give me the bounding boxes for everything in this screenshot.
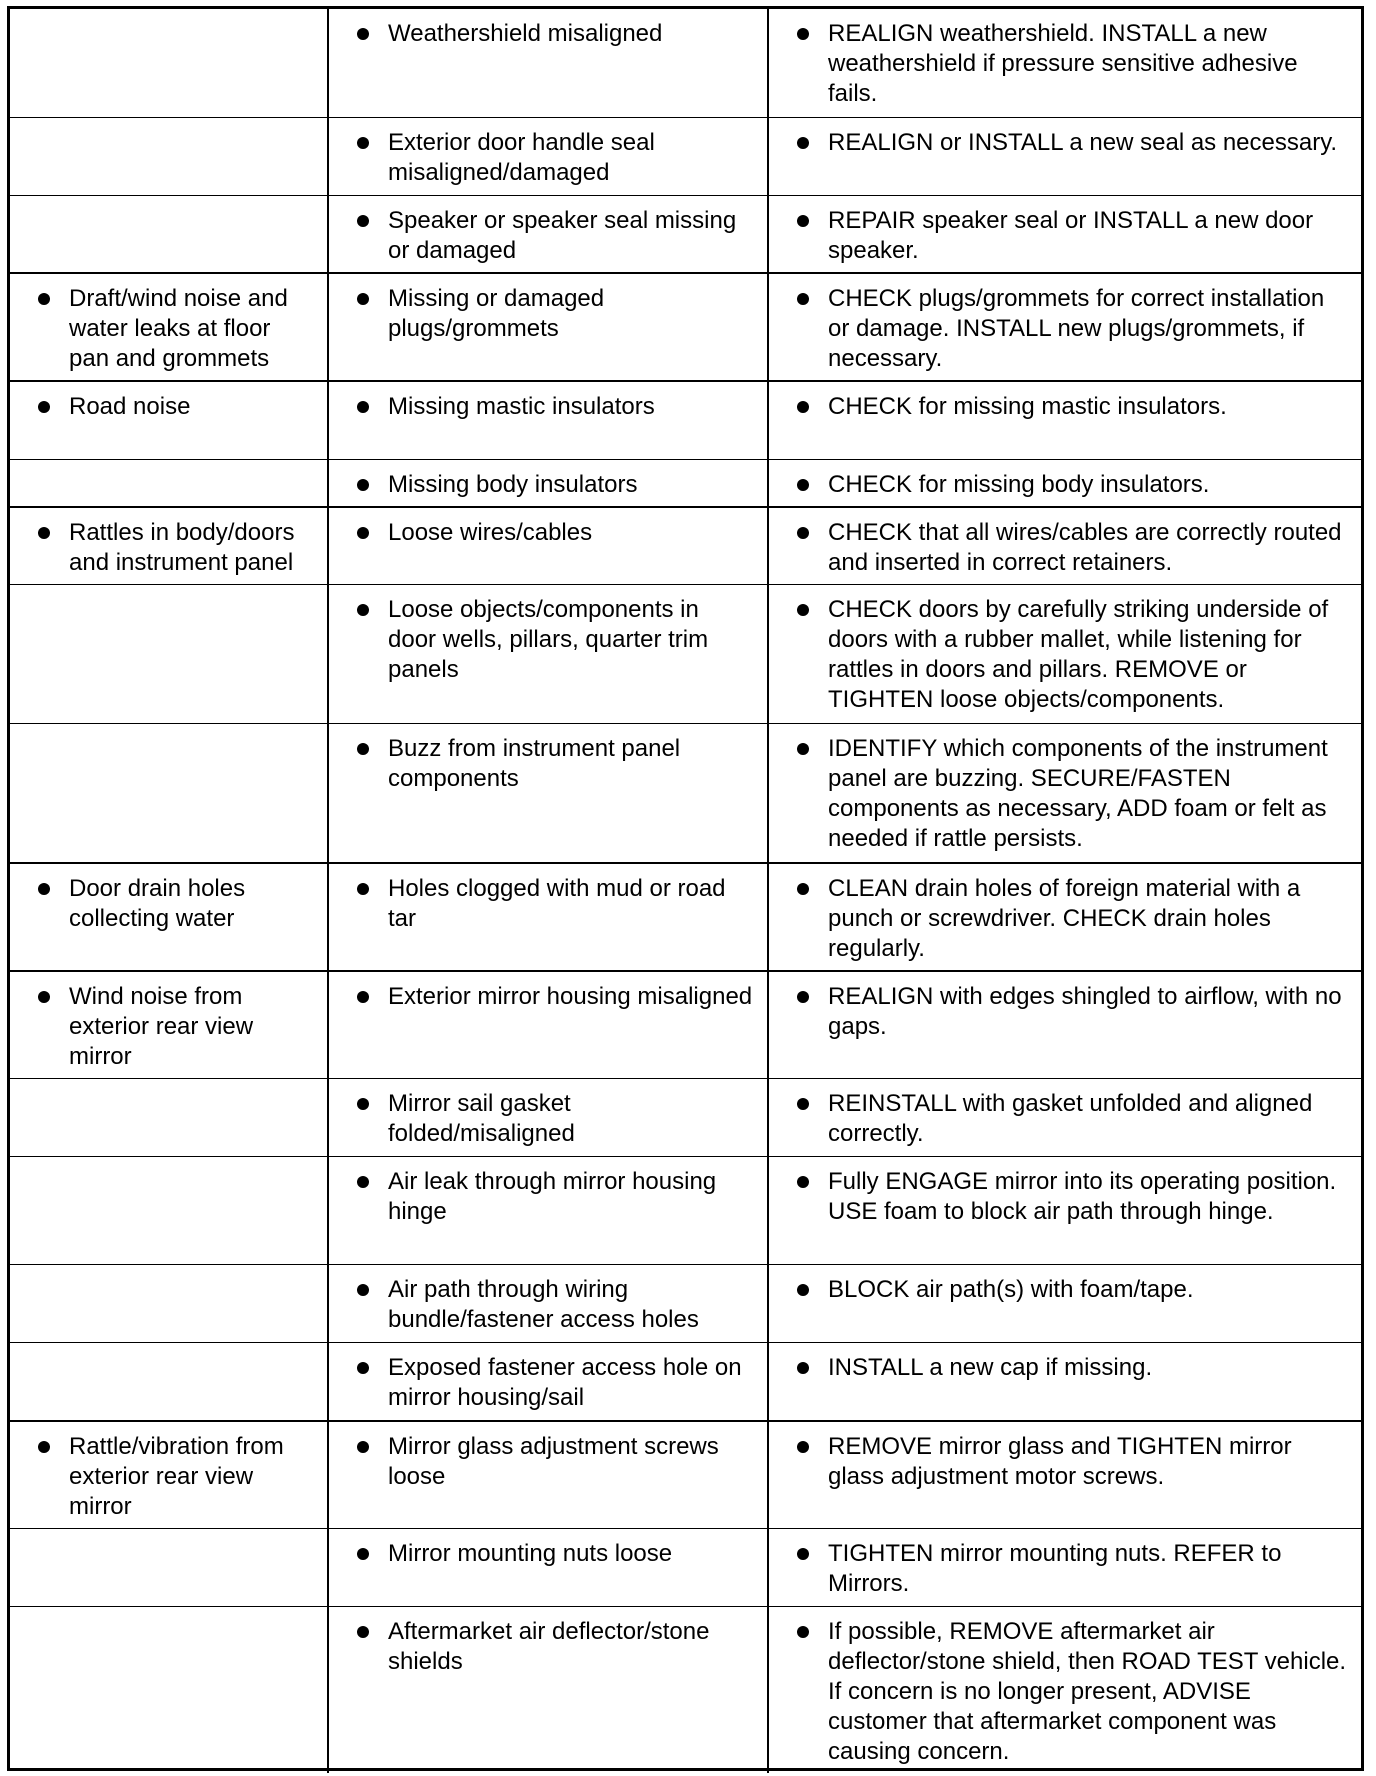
action-cell bbox=[768, 724, 1361, 863]
bullet-icon bbox=[357, 1284, 369, 1296]
bullet-icon bbox=[357, 1176, 369, 1188]
action-text: INSTALL a new cap if missing. bbox=[828, 1354, 1153, 1381]
action-cell bbox=[768, 1421, 1361, 1529]
cause-cell bbox=[328, 1607, 768, 1774]
cause-cell bbox=[328, 971, 768, 1079]
bullet-icon bbox=[797, 1176, 809, 1188]
condition-cell bbox=[10, 1079, 328, 1157]
condition-cell bbox=[10, 381, 328, 459]
condition-item bbox=[20, 284, 313, 374]
bullet-icon bbox=[357, 991, 369, 1003]
condition-item bbox=[20, 518, 313, 578]
action-cell bbox=[768, 971, 1361, 1079]
bullet-icon bbox=[357, 1362, 369, 1374]
bullet-icon bbox=[797, 1441, 809, 1453]
cause-cell bbox=[328, 273, 768, 381]
cause-item bbox=[339, 1167, 753, 1227]
bullet-icon bbox=[357, 28, 369, 40]
action-cell bbox=[768, 381, 1361, 459]
condition-item bbox=[20, 392, 313, 422]
cause-cell bbox=[328, 459, 768, 507]
action-cell bbox=[768, 507, 1361, 585]
action-item bbox=[779, 128, 1347, 158]
action-cell bbox=[768, 585, 1361, 724]
action-item bbox=[779, 1617, 1347, 1767]
bullet-icon bbox=[357, 137, 369, 149]
table-row bbox=[10, 585, 1361, 724]
action-item bbox=[779, 1275, 1347, 1305]
action-text: REALIGN with edges shingled to airflow, with no gaps. bbox=[828, 982, 1342, 1040]
action-cell bbox=[768, 9, 1361, 117]
cause-item bbox=[339, 1089, 753, 1149]
action-cell bbox=[768, 1607, 1361, 1774]
condition-text: Rattles in body/doors and instrument panel bbox=[69, 518, 295, 576]
table-row bbox=[10, 724, 1361, 863]
cause-item bbox=[339, 392, 753, 422]
action-item bbox=[779, 1539, 1347, 1599]
bullet-icon bbox=[357, 883, 369, 895]
bullet-icon bbox=[797, 293, 809, 305]
condition-cell bbox=[10, 1157, 328, 1265]
bullet-icon bbox=[797, 743, 809, 755]
condition-text: Road noise bbox=[69, 393, 191, 420]
cause-item bbox=[339, 1539, 753, 1569]
condition-item bbox=[20, 982, 313, 1072]
bullet-icon bbox=[357, 293, 369, 305]
action-item bbox=[779, 1353, 1347, 1383]
condition-cell bbox=[10, 459, 328, 507]
condition-cell bbox=[10, 9, 328, 117]
bullet-icon bbox=[357, 401, 369, 413]
condition-text: Door drain holes collecting water bbox=[69, 874, 246, 932]
action-cell bbox=[768, 459, 1361, 507]
condition-cell bbox=[10, 971, 328, 1079]
cause-text: Mirror sail gasket folded/misaligned bbox=[388, 1090, 575, 1147]
bullet-icon bbox=[38, 401, 50, 413]
bullet-icon bbox=[797, 1098, 809, 1110]
condition-cell bbox=[10, 1607, 328, 1774]
table-row bbox=[10, 117, 1361, 195]
cause-item bbox=[339, 595, 753, 685]
action-item bbox=[779, 874, 1347, 964]
table-row bbox=[10, 1265, 1361, 1343]
bullet-icon bbox=[797, 215, 809, 227]
bullet-icon bbox=[357, 215, 369, 227]
action-item bbox=[779, 1089, 1347, 1149]
bullet-icon bbox=[797, 28, 809, 40]
condition-text: Draft/wind noise and water leaks at floor pan and grommets bbox=[69, 285, 288, 372]
action-cell bbox=[768, 1343, 1361, 1421]
action-text: IDENTIFY which components of the instrument panel are buzzing. SECURE/FASTEN components as necessary, ADD foam or felt as needed if rattle persists. bbox=[828, 735, 1328, 852]
action-text: CHECK for missing body insulators. bbox=[828, 470, 1210, 498]
table-row bbox=[10, 459, 1361, 507]
condition-cell bbox=[10, 507, 328, 585]
condition-cell bbox=[10, 1421, 328, 1529]
condition-cell bbox=[10, 117, 328, 195]
cause-text: Exposed fastener access hole on mirror housing/sail bbox=[388, 1354, 742, 1411]
cause-text: Air path through wiring bundle/fastener access holes bbox=[388, 1276, 699, 1333]
cause-text: Missing body insulators bbox=[388, 470, 638, 498]
table-row bbox=[10, 1079, 1361, 1157]
cause-cell bbox=[328, 1343, 768, 1421]
cause-item bbox=[339, 1432, 753, 1492]
action-text: CHECK for missing mastic insulators. bbox=[828, 393, 1227, 420]
table-row bbox=[10, 1607, 1361, 1774]
cause-item bbox=[339, 1617, 753, 1677]
table-row bbox=[10, 381, 1361, 459]
action-cell bbox=[768, 117, 1361, 195]
cause-cell bbox=[328, 381, 768, 459]
action-item bbox=[779, 19, 1347, 109]
action-item bbox=[779, 284, 1347, 374]
cause-item bbox=[339, 470, 753, 500]
bullet-icon bbox=[38, 527, 50, 539]
bullet-icon bbox=[38, 293, 50, 305]
cause-text: Exterior mirror housing misaligned bbox=[388, 982, 753, 1010]
condition-cell bbox=[10, 585, 328, 724]
cause-cell bbox=[328, 863, 768, 971]
bullet-icon bbox=[38, 883, 50, 895]
action-text: REINSTALL with gasket unfolded and aligned correctly. bbox=[828, 1090, 1313, 1147]
condition-cell bbox=[10, 1529, 328, 1607]
table-row bbox=[10, 1529, 1361, 1607]
cause-item bbox=[339, 128, 753, 188]
action-text: CHECK doors by carefully striking underside of doors with a rubber mallet, while listening for rattles in doors and pillars. REMOVE or TIGHTEN loose objects/components. bbox=[828, 596, 1329, 713]
bullet-icon bbox=[357, 479, 369, 491]
condition-cell bbox=[10, 863, 328, 971]
action-text: BLOCK air path(s) with foam/tape. bbox=[828, 1276, 1194, 1303]
condition-text: Rattle/vibration from exterior rear view mirror bbox=[69, 1432, 284, 1520]
condition-item bbox=[20, 1432, 313, 1522]
cause-cell bbox=[328, 724, 768, 863]
condition-cell bbox=[10, 195, 328, 273]
bullet-icon bbox=[797, 1362, 809, 1374]
bullet-icon bbox=[357, 743, 369, 755]
action-text: Fully ENGAGE mirror into its operating position. USE foam to block air path through hinge. bbox=[828, 1168, 1337, 1225]
bullet-icon bbox=[357, 604, 369, 616]
cause-cell bbox=[328, 117, 768, 195]
cause-cell bbox=[328, 1529, 768, 1607]
bullet-icon bbox=[797, 401, 809, 413]
cause-text: Exterior door handle seal misaligned/damaged bbox=[388, 128, 655, 186]
table-row bbox=[10, 195, 1361, 273]
action-item bbox=[779, 982, 1347, 1042]
condition-cell bbox=[10, 724, 328, 863]
action-cell bbox=[768, 195, 1361, 273]
action-text: TIGHTEN mirror mounting nuts. REFER to Mirrors. bbox=[828, 1540, 1282, 1597]
cause-text: Missing or damaged plugs/grommets bbox=[388, 285, 605, 342]
table-row bbox=[10, 273, 1361, 381]
condition-item bbox=[20, 874, 313, 934]
cause-text: Missing mastic insulators bbox=[388, 393, 655, 420]
action-cell bbox=[768, 1529, 1361, 1607]
bullet-icon bbox=[797, 991, 809, 1003]
condition-cell bbox=[10, 1343, 328, 1421]
bullet-icon bbox=[357, 1098, 369, 1110]
table-row bbox=[10, 1421, 1361, 1529]
bullet-icon bbox=[797, 527, 809, 539]
cause-item bbox=[339, 1353, 753, 1413]
cause-item bbox=[339, 206, 753, 266]
action-item bbox=[779, 206, 1347, 266]
cause-text: Aftermarket air deflector/stone shields bbox=[388, 1618, 710, 1675]
action-cell bbox=[768, 863, 1361, 971]
cause-item bbox=[339, 982, 753, 1012]
table-row bbox=[10, 1157, 1361, 1265]
cause-text: Loose wires/cables bbox=[388, 518, 593, 546]
diagnosis-table-page bbox=[7, 6, 1364, 1771]
bullet-icon bbox=[357, 1548, 369, 1560]
action-text: CHECK plugs/grommets for correct installation or damage. INSTALL new plugs/grommets, if necessary. bbox=[828, 285, 1325, 372]
cause-cell bbox=[328, 1079, 768, 1157]
table-row bbox=[10, 507, 1361, 585]
bullet-icon bbox=[797, 1284, 809, 1296]
table-row bbox=[10, 9, 1361, 117]
action-item bbox=[779, 1432, 1347, 1492]
action-text: If possible, REMOVE aftermarket air deflector/stone shield, then ROAD TEST vehicle. If concern is no longer present, ADVISE customer that aftermarket component was causing concern. bbox=[828, 1618, 1347, 1765]
cause-text: Holes clogged with mud or road tar bbox=[388, 874, 726, 932]
cause-cell bbox=[328, 1157, 768, 1265]
bullet-icon bbox=[797, 479, 809, 491]
action-text: REALIGN weathershield. INSTALL a new weathershield if pressure sensitive adhesive fails. bbox=[828, 20, 1298, 107]
cause-text: Air leak through mirror housing hinge bbox=[388, 1168, 717, 1225]
action-item bbox=[779, 470, 1347, 500]
cause-text: Speaker or speaker seal missing or damaged bbox=[388, 206, 737, 264]
bullet-icon bbox=[357, 527, 369, 539]
bullet-icon bbox=[797, 604, 809, 616]
diagnosis-table bbox=[10, 9, 1361, 1773]
cause-text: Mirror mounting nuts loose bbox=[388, 1540, 673, 1567]
cause-text: Mirror glass adjustment screws loose bbox=[388, 1432, 719, 1490]
table-row bbox=[10, 1343, 1361, 1421]
bullet-icon bbox=[797, 1626, 809, 1638]
cause-cell bbox=[328, 1421, 768, 1529]
action-text: CLEAN drain holes of foreign material with a punch or screwdriver. CHECK drain holes regularly. bbox=[828, 874, 1301, 962]
bullet-icon bbox=[357, 1441, 369, 1453]
cause-cell bbox=[328, 195, 768, 273]
action-item bbox=[779, 518, 1347, 578]
cause-item bbox=[339, 874, 753, 934]
action-cell bbox=[768, 1079, 1361, 1157]
table-row bbox=[10, 971, 1361, 1079]
cause-item bbox=[339, 518, 753, 548]
cause-text: Weathershield misaligned bbox=[388, 20, 663, 47]
action-item bbox=[779, 734, 1347, 854]
cause-cell bbox=[328, 1265, 768, 1343]
action-text: REPAIR speaker seal or INSTALL a new door speaker. bbox=[828, 206, 1314, 264]
cause-cell bbox=[328, 507, 768, 585]
cause-item bbox=[339, 1275, 753, 1335]
action-text: CHECK that all wires/cables are correctly routed and inserted in correct retainers. bbox=[828, 518, 1342, 576]
condition-cell bbox=[10, 1265, 328, 1343]
cause-cell bbox=[328, 585, 768, 724]
bullet-icon bbox=[797, 137, 809, 149]
bullet-icon bbox=[38, 1441, 50, 1453]
bullet-icon bbox=[357, 1626, 369, 1638]
cause-text: Buzz from instrument panel components bbox=[388, 735, 681, 792]
bullet-icon bbox=[38, 991, 50, 1003]
cause-item bbox=[339, 734, 753, 794]
action-item bbox=[779, 595, 1347, 715]
cause-item bbox=[339, 284, 753, 344]
action-item bbox=[779, 1167, 1347, 1227]
action-text: REALIGN or INSTALL a new seal as necessary. bbox=[828, 128, 1338, 156]
action-cell bbox=[768, 1157, 1361, 1265]
bullet-icon bbox=[797, 883, 809, 895]
condition-text: Wind noise from exterior rear view mirror bbox=[69, 982, 254, 1070]
bullet-icon bbox=[797, 1548, 809, 1560]
table-row bbox=[10, 863, 1361, 971]
action-cell bbox=[768, 1265, 1361, 1343]
action-cell bbox=[768, 273, 1361, 381]
cause-text: Loose objects/components in door wells, pillars, quarter trim panels bbox=[388, 596, 709, 683]
action-item bbox=[779, 392, 1347, 422]
action-text: REMOVE mirror glass and TIGHTEN mirror glass adjustment motor screws. bbox=[828, 1432, 1292, 1490]
cause-item bbox=[339, 19, 753, 49]
diagnosis-table-body bbox=[10, 9, 1361, 1773]
cause-cell bbox=[328, 9, 768, 117]
condition-cell bbox=[10, 273, 328, 381]
